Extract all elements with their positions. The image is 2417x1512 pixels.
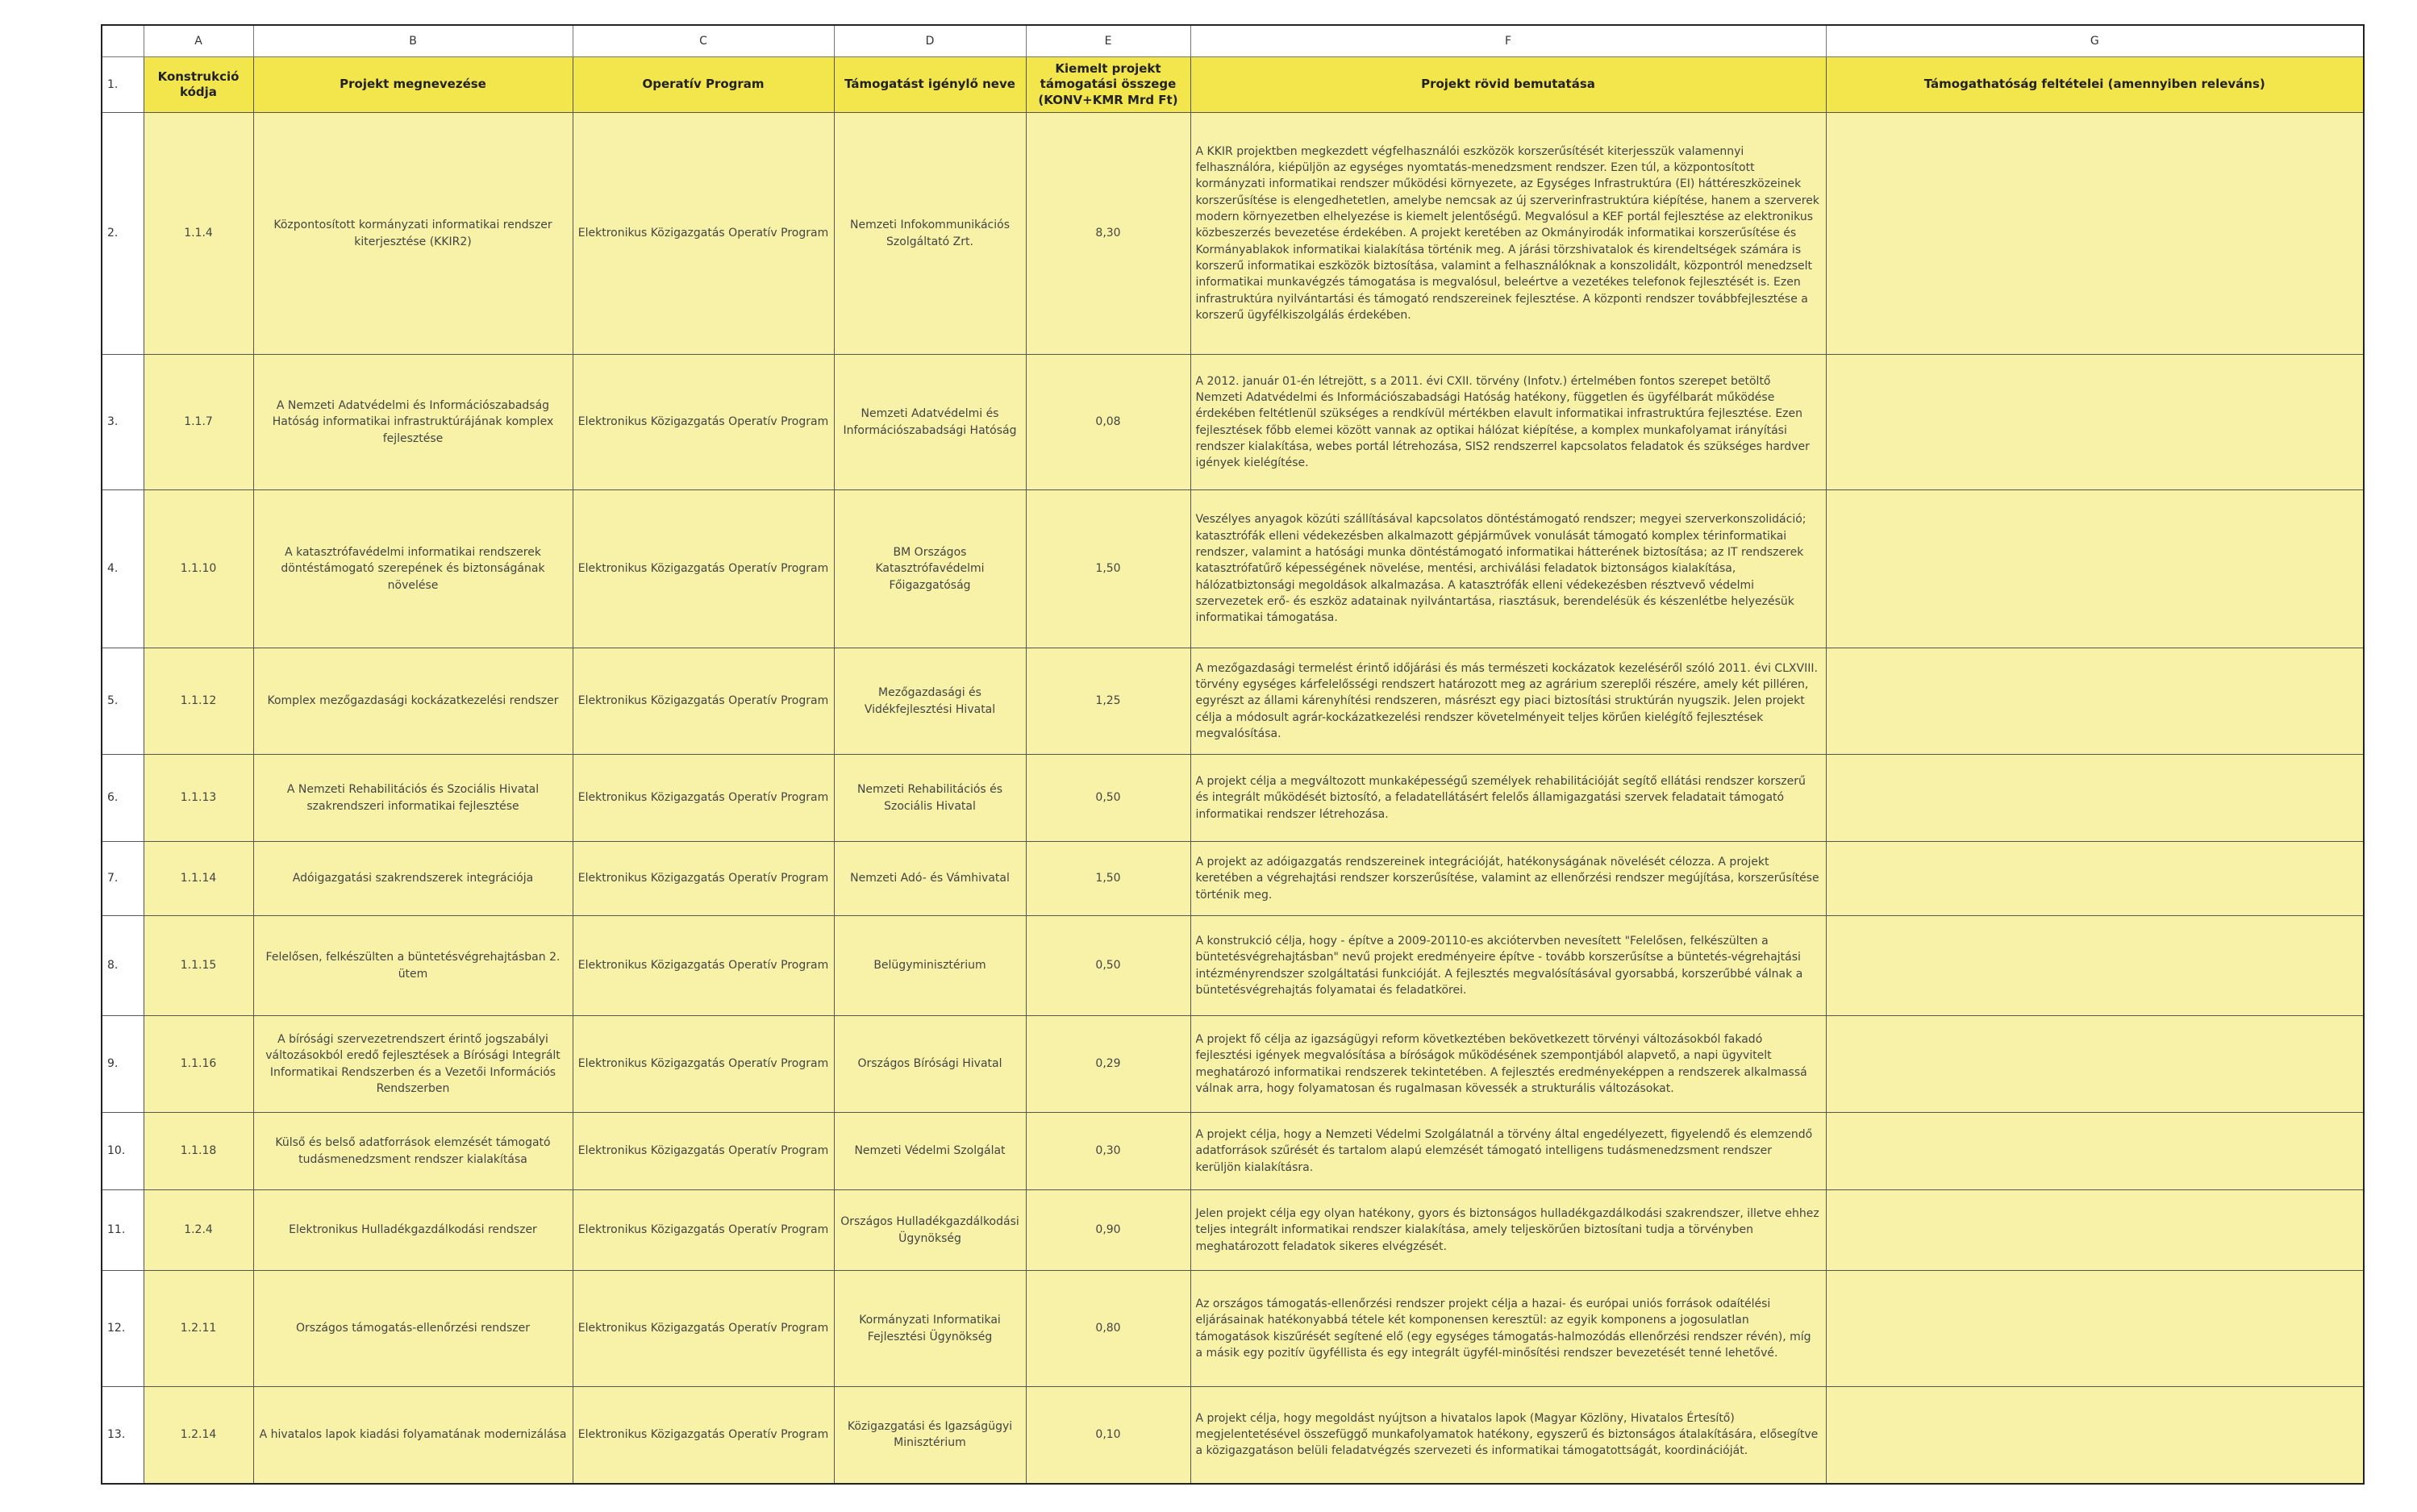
cell-program[interactable]: Elektronikus Közigazgatás Operatív Program <box>573 1387 834 1484</box>
cell-program[interactable]: Elektronikus Közigazgatás Operatív Program <box>573 1271 834 1387</box>
table-row <box>102 916 2364 1016</box>
cell-conditions[interactable] <box>1826 490 2364 648</box>
cell-applicant[interactable]: Nemzeti Adatvédelmi és Információszabadsági Hatóság <box>834 355 1026 490</box>
cell-program[interactable]: Elektronikus Közigazgatás Operatív Program <box>573 1016 834 1113</box>
corner-cell[interactable] <box>102 25 144 57</box>
cell-amount[interactable]: 0,10 <box>1026 1387 1190 1484</box>
cell-applicant[interactable]: Közigazgatási és Igazságügyi Minisztérium <box>834 1387 1026 1484</box>
cell-description[interactable]: Jelen projekt célja egy olyan hatékony, gyors és biztonságos hulladékgazdálkodási szakrendszer, illetve ehhez teljes integrált informatikai rendszer kialakítása, amely teljeskörűen biztosítani tudja a törvényben meghatározott feladatok sikeres elvégzését. <box>1190 1190 1826 1271</box>
cell-project-name[interactable]: Adóigazgatási szakrendszerek integrációja <box>253 842 573 916</box>
table-row <box>102 355 2364 490</box>
header-cell-conditions[interactable]: Támogathatóság feltételei (amennyiben releváns) <box>1826 57 2364 113</box>
cell-project-name[interactable]: Központosított kormányzati informatikai rendszer kiterjesztése (KKIR2) <box>253 113 573 355</box>
cell-amount[interactable]: 0,50 <box>1026 755 1190 842</box>
cell-code[interactable]: 1.1.16 <box>144 1016 253 1113</box>
cell-code[interactable]: 1.2.11 <box>144 1271 253 1387</box>
cell-project-name[interactable]: Komplex mezőgazdasági kockázatkezelési rendszer <box>253 648 573 755</box>
cell-description[interactable]: A projekt célja, hogy megoldást nyújtson a hivatalos lapok (Magyar Közlöny, Hivatalos Értesítő) megjelentetésével összefüggő munkafolyamatok hatékony, egyszerű és biztonságos átalakítására, elősegítve a közigazgatáson belüli feladatvégzés szervezeti és informatikai támogatottságát, koordinációját. <box>1190 1387 1826 1484</box>
cell-description[interactable]: A projekt fő célja az igazságügyi reform következtében bekövetkezett törvényi változásokból fakadó fejlesztési igények megvalósítása a bíróságok működésének szempontjából alapvető, a napi ügyvitelt meghatározó informatikai rendszerek tekintetében. A fejlesztés eredményeképpen a rendszerek alkalmassá válnak arra, hogy folyamatosan és rugalmasan kövessék a strukturális változásokat. <box>1190 1016 1826 1113</box>
cell-description[interactable]: A 2012. január 01-én létrejött, s a 2011. évi CXII. törvény (Infotv.) értelmében fontos szerepet betöltő Nemzeti Adatvédelmi és Információszabadsági Hatóság hatékony, független és ügyfélbarát működése érdekében feltétlenül szükséges a rendkívül mértékben elavult informatikai infrastruktúra fejlesztése. Ezen fejlesztések főbb elemei között vannak az optikai hálózat kiépítése, a komplex munkafolyamat irányítási rendszer kialakítása, webes portál létrehozása, SIS2 rendszerrel kapcsolatos feladatok és szükséges hardver igények kielégítése. <box>1190 355 1826 490</box>
cell-conditions[interactable] <box>1826 355 2364 490</box>
header-cell-applicant[interactable]: Támogatást igénylő neve <box>834 57 1026 113</box>
cell-project-name[interactable]: Elektronikus Hulladékgazdálkodási rendszer <box>253 1190 573 1271</box>
cell-conditions[interactable] <box>1826 648 2364 755</box>
cell-code[interactable]: 1.1.12 <box>144 648 253 755</box>
column-letter-row <box>102 25 2364 57</box>
cell-applicant[interactable]: Belügyminisztérium <box>834 916 1026 1016</box>
cell-project-name[interactable]: Külső és belső adatforrások elemzését támogató tudásmenedzsment rendszer kialakítása <box>253 1113 573 1190</box>
cell-code[interactable]: 1.1.15 <box>144 916 253 1016</box>
cell-amount[interactable]: 0,29 <box>1026 1016 1190 1113</box>
cell-conditions[interactable] <box>1826 1016 2364 1113</box>
cell-amount[interactable]: 0,80 <box>1026 1271 1190 1387</box>
cell-applicant[interactable]: Kormányzati Informatikai Fejlesztési Ügynökség <box>834 1271 1026 1387</box>
cell-amount[interactable]: 0,90 <box>1026 1190 1190 1271</box>
header-cell-program[interactable]: Operatív Program <box>573 57 834 113</box>
cell-conditions[interactable] <box>1826 842 2364 916</box>
table-row <box>102 490 2364 648</box>
header-cell-description[interactable]: Projekt rövid bemutatása <box>1190 57 1826 113</box>
column-letter-g[interactable]: G <box>1826 25 2364 57</box>
cell-amount[interactable]: 0,08 <box>1026 355 1190 490</box>
row-number[interactable]: 12. <box>102 1271 144 1387</box>
row-number[interactable]: 1. <box>102 57 144 113</box>
row-number[interactable]: 7. <box>102 842 144 916</box>
cell-project-name[interactable]: A Nemzeti Rehabilitációs és Szociális Hivatal szakrendszeri informatikai fejlesztése <box>253 755 573 842</box>
cell-conditions[interactable] <box>1826 1271 2364 1387</box>
cell-code[interactable]: 1.1.14 <box>144 842 253 916</box>
cell-conditions[interactable] <box>1826 755 2364 842</box>
cell-conditions[interactable] <box>1826 1387 2364 1484</box>
header-cell-code[interactable]: Konstrukció kódja <box>144 57 253 113</box>
cell-project-name[interactable]: Felelősen, felkészülten a büntetésvégrehajtásban 2. ütem <box>253 916 573 1016</box>
cell-program[interactable]: Elektronikus Közigazgatás Operatív Program <box>573 113 834 355</box>
table-row <box>102 648 2364 755</box>
cell-applicant[interactable]: BM Országos Katasztrófavédelmi Főigazgatóság <box>834 490 1026 648</box>
header-cell-name[interactable]: Projekt megnevezése <box>253 57 573 113</box>
cell-amount[interactable]: 1,50 <box>1026 842 1190 916</box>
cell-program[interactable]: Elektronikus Közigazgatás Operatív Program <box>573 355 834 490</box>
row-number[interactable]: 8. <box>102 916 144 1016</box>
cell-conditions[interactable] <box>1826 1190 2364 1271</box>
row-number[interactable]: 4. <box>102 490 144 648</box>
spreadsheet-table <box>101 24 2365 1485</box>
cell-program[interactable]: Elektronikus Közigazgatás Operatív Program <box>573 1113 834 1190</box>
cell-applicant[interactable]: Országos Hulladékgazdálkodási Ügynökség <box>834 1190 1026 1271</box>
cell-description[interactable]: A projekt célja, hogy a Nemzeti Védelmi Szolgálatnál a törvény által engedélyezett, figyelendő és elemzendő adatforrások szűrését és tartalom alapú elemzését támogató intelligens tudásmenedzsment rendszer kerüljön kialakításra. <box>1190 1113 1826 1190</box>
header-row <box>102 57 2364 113</box>
cell-conditions[interactable] <box>1826 916 2364 1016</box>
cell-program[interactable]: Elektronikus Közigazgatás Operatív Program <box>573 648 834 755</box>
row-number[interactable]: 13. <box>102 1387 144 1484</box>
row-number[interactable]: 11. <box>102 1190 144 1271</box>
column-letter-a[interactable]: A <box>144 25 253 57</box>
cell-applicant[interactable]: Nemzeti Védelmi Szolgálat <box>834 1113 1026 1190</box>
cell-applicant[interactable]: Nemzeti Adó- és Vámhivatal <box>834 842 1026 916</box>
sheet-body <box>102 25 2364 1484</box>
cell-applicant[interactable]: Országos Bírósági Hivatal <box>834 1016 1026 1113</box>
column-letter-e[interactable]: E <box>1026 25 1190 57</box>
row-number[interactable]: 10. <box>102 1113 144 1190</box>
cell-amount[interactable]: 1,50 <box>1026 490 1190 648</box>
cell-code[interactable]: 1.2.14 <box>144 1387 253 1484</box>
cell-description[interactable]: A KKIR projektben megkezdett végfelhasználói eszközök korszerűsítését kiterjesszük valamennyi felhasználóra, kiépüljön az egységes nyomtatás-menedzsment rendszer. Ezen túl, a központosított kormányzati informatikai rendszer működési környezete, az Egységes Infrastruktúra (EI) háttéreszközeinek korszerűsítése is elengedhetetlen, amelybe nemcsak az új szerverinfrastruktúra kiépítése, hanem a szerverek modern környezetben elhelyezése is kiemelt jelentőségű. Megvalósul a KEF portál fejlesztése az elektronikus közbeszerzés bevezetése érdekében. A projekt keretében az Okmányirodák informatikai korszerűsítése és Kormányablakok informatikai kialakítása történik meg. A járási törzshivatalok és kirendeltségek számára is korszerű informatikai eszközök biztosítása, valamint a felhasználóknak a konszolidált, központról menedzselt informatikai munkavégzés támogatása is megvalósul, beleértve a vezetékes telefonok fejlesztését is. Ezen infrastruktúra nyilvántartási és támogató rendszereinek fejlesztése. A központi rendszer továbbfejlesztése a korszerű ügyfélkiszolgálás érdekében. <box>1190 113 1826 355</box>
table-row <box>102 755 2364 842</box>
table-row <box>102 113 2364 355</box>
cell-code[interactable]: 1.1.13 <box>144 755 253 842</box>
column-letter-b[interactable]: B <box>253 25 573 57</box>
cell-project-name[interactable]: Országos támogatás-ellenőrzési rendszer <box>253 1271 573 1387</box>
cell-conditions[interactable] <box>1826 1113 2364 1190</box>
cell-description[interactable]: A mezőgazdasági termelést érintő időjárási és más természeti kockázatok kezeléséről szóló 2011. évi CLXVIII. törvény egységes kárfelelősségi rendszert határozott meg az agrárium szereplői részére, amely két pilléren, egyrészt az állami kárenyhítési rendszeren, másrészt egy piaci biztosítási struktúrán nyugszik. Jelen projekt célja a módosult agrár-kockázatkezelési rendszer követelményeit teljes körűen kielégítő fejlesztések megvalósítása. <box>1190 648 1826 755</box>
cell-program[interactable]: Elektronikus Közigazgatás Operatív Program <box>573 916 834 1016</box>
cell-description[interactable]: Veszélyes anyagok közúti szállításával kapcsolatos döntéstámogató rendszer; megyei szerverkonszolidáció; katasztrófák elleni védekezésben alkalmazott gépjárművek vonulását támogató komplex térinformatikai rendszer, valamint a hatósági munka döntéstámogató informatikai hátterének biztosítása; az IT rendszerek katasztrófatűrő képességének növelése, mentési, archiválási feladatok biztonságos kialakítása, hálózatbiztonsági megoldások alkalmazása. A katasztrófák elleni védekezésben résztvevő védelmi szervezetek erő- és eszköz adatainak nyilvántartása, riasztásuk, berendelésük és készenlétbe helyezésük informatikai támogatása. <box>1190 490 1826 648</box>
cell-project-name[interactable]: A Nemzeti Adatvédelmi és Információszabadság Hatóság informatikai infrastruktúrájának komplex fejlesztése <box>253 355 573 490</box>
column-letter-d[interactable]: D <box>834 25 1026 57</box>
cell-program[interactable]: Elektronikus Közigazgatás Operatív Program <box>573 755 834 842</box>
table-row <box>102 1113 2364 1190</box>
table-row <box>102 842 2364 916</box>
cell-amount[interactable]: 0,30 <box>1026 1113 1190 1190</box>
cell-applicant[interactable]: Nemzeti Infokommunikációs Szolgáltató Zrt. <box>834 113 1026 355</box>
column-letter-f[interactable]: F <box>1190 25 1826 57</box>
cell-code[interactable]: 1.1.10 <box>144 490 253 648</box>
cell-project-name[interactable]: A hivatalos lapok kiadási folyamatának modernizálása <box>253 1387 573 1484</box>
cell-program[interactable]: Elektronikus Közigazgatás Operatív Program <box>573 842 834 916</box>
cell-amount[interactable]: 8,30 <box>1026 113 1190 355</box>
cell-program[interactable]: Elektronikus Közigazgatás Operatív Program <box>573 1190 834 1271</box>
cell-amount[interactable]: 1,25 <box>1026 648 1190 755</box>
cell-applicant[interactable]: Nemzeti Rehabilitációs és Szociális Hivatal <box>834 755 1026 842</box>
table-row <box>102 1190 2364 1271</box>
table-row <box>102 1016 2364 1113</box>
cell-code[interactable]: 1.1.4 <box>144 113 253 355</box>
cell-description[interactable]: A projekt célja a megváltozott munkaképességű személyek rehabilitációját segítő ellátási rendszer korszerű és integrált működését biztosító, a feladatellátásért felelős államigazgatási szervek feladatait támogató informatikai rendszer létrehozása. <box>1190 755 1826 842</box>
cell-code[interactable]: 1.1.7 <box>144 355 253 490</box>
cell-description[interactable]: Az országos támogatás-ellenőrzési rendszer projekt célja a hazai- és európai uniós források odaítélési eljárásainak hatékonyabbá tétele két komponensen keresztül: az egyik komponens a jogosulatlan támogatások kiszűrését segítené elő (egy egységes támogatás-halmozódás ellenőrzési rendszer révén), míg a másik egy pozitív ügyféllista és egy integrált ügyfél-minősítési rendszer bevezetését tenné lehetővé. <box>1190 1271 1826 1387</box>
cell-description[interactable]: A konstrukció célja, hogy - építve a 2009-20110-es akciótervben nevesített "Felelősen, felkészülten a büntetésvégrehajtásban" nevű projekt eredményeire építve - tovább korszerűsítse a büntetés-végrehajtási intézményrendszer szolgáltatási funkcióját. A fejlesztés megvalósításával gyorsabbá, korszerűbbé válnak a büntetésvégrehajtás folyamatai és feladatkörei. <box>1190 916 1826 1016</box>
table-row <box>102 1271 2364 1387</box>
row-number[interactable]: 9. <box>102 1016 144 1113</box>
cell-conditions[interactable] <box>1826 113 2364 355</box>
header-cell-amount[interactable]: Kiemelt projekt támogatási összege (KONV+KMR Mrd Ft) <box>1026 57 1190 113</box>
column-letter-c[interactable]: C <box>573 25 834 57</box>
cell-description[interactable]: A projekt az adóigazgatás rendszereinek integrációját, hatékonyságának növelését célozza. A projekt keretében a végrehajtási rendszer korszerűsítése, valamint az ellenőrzési rendszer megújítása, korszerűsítése történik meg. <box>1190 842 1826 916</box>
cell-code[interactable]: 1.2.4 <box>144 1190 253 1271</box>
table-row <box>102 1387 2364 1484</box>
row-number[interactable]: 2. <box>102 113 144 355</box>
row-number[interactable]: 3. <box>102 355 144 490</box>
cell-project-name[interactable]: A katasztrófavédelmi informatikai rendszerek döntéstámogató szerepének és biztonságának növelése <box>253 490 573 648</box>
cell-amount[interactable]: 0,50 <box>1026 916 1190 1016</box>
cell-code[interactable]: 1.1.18 <box>144 1113 253 1190</box>
cell-project-name[interactable]: A bírósági szervezetrendszert érintő jogszabályi változásokból eredő fejlesztések a Bírósági Integrált Informatikai Rendszerben és a Vezetői Információs Rendszerben <box>253 1016 573 1113</box>
row-number[interactable]: 5. <box>102 648 144 755</box>
cell-program[interactable]: Elektronikus Közigazgatás Operatív Program <box>573 490 834 648</box>
row-number[interactable]: 6. <box>102 755 144 842</box>
cell-applicant[interactable]: Mezőgazdasági és Vidékfejlesztési Hivatal <box>834 648 1026 755</box>
